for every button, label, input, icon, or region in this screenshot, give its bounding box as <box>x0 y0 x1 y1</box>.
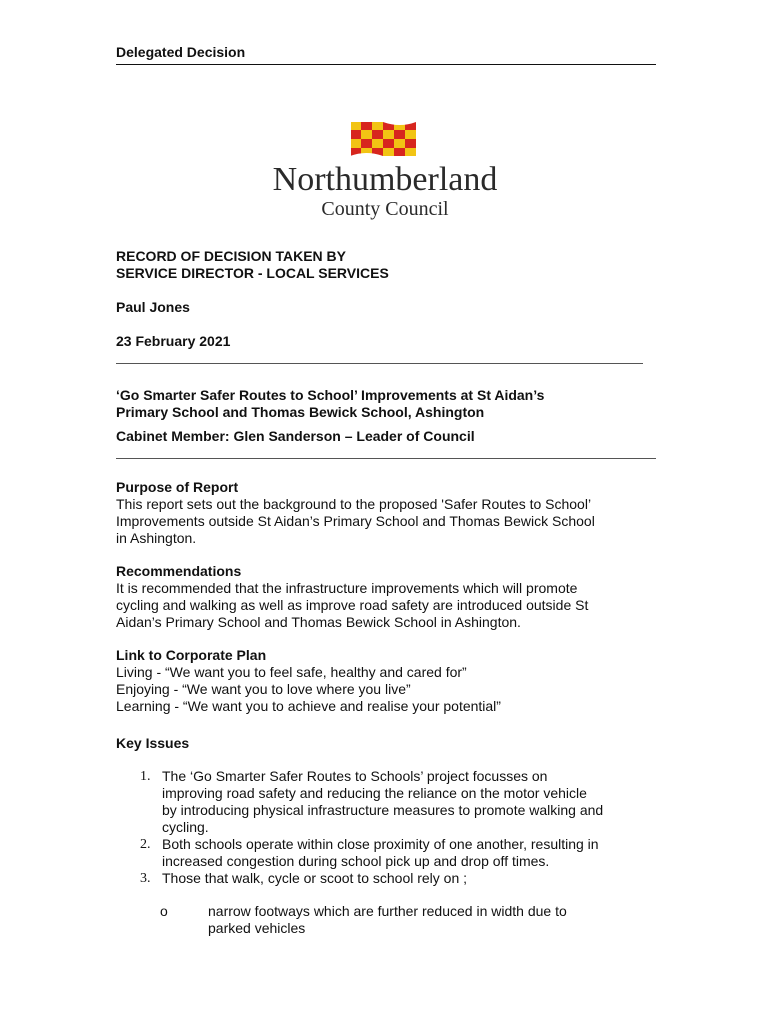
sub-bullet: o <box>160 903 168 919</box>
key-issues-heading: Key Issues <box>116 735 190 751</box>
council-logo <box>240 116 530 226</box>
header-title: Delegated Decision <box>116 44 246 60</box>
corporate-plan-line: Enjoying - “We want you to love where you live” <box>116 681 411 697</box>
recommendations-line: Aidan’s Primary School and Thomas Bewick School in Ashington. <box>116 614 521 630</box>
corporate-plan-line: Living - “We want you to feel safe, healthy and cared for” <box>116 664 467 680</box>
document-header <box>116 44 656 65</box>
divider <box>116 363 643 364</box>
list-line: Both schools operate within close proximity of one another, resulting in <box>162 836 599 852</box>
list-line: The ‘Go Smarter Safer Routes to Schools’ project focusses on <box>162 768 548 784</box>
recommendations-heading: Recommendations <box>116 563 242 579</box>
list-line: by introducing physical infrastructure measures to promote walking and <box>162 802 604 818</box>
subject-title <box>116 387 661 421</box>
decision-maker: Paul Jones <box>116 299 190 315</box>
record-title-line2: SERVICE DIRECTOR - LOCAL SERVICES <box>116 265 389 281</box>
list-item <box>116 836 661 870</box>
recommendations-section <box>116 563 661 631</box>
corporate-plan-section <box>116 647 661 715</box>
record-title <box>116 248 661 282</box>
corporate-plan-line: Learning - “We want you to achieve and realise your potential” <box>116 698 501 714</box>
recommendations-line: It is recommended that the infrastructure improvements which will promote <box>116 580 578 596</box>
cabinet-member: Cabinet Member: Glen Sanderson – Leader of Council <box>116 428 475 444</box>
list-line: Those that walk, cycle or scoot to school rely on ; <box>162 870 468 886</box>
list-line: improving road safety and reducing the reliance on the motor vehicle <box>162 785 587 801</box>
logo-name: Northumberland <box>272 161 498 198</box>
purpose-heading: Purpose of Report <box>116 479 239 495</box>
recommendations-line: cycling and walking as well as improve road safety are introduced outside St <box>116 597 589 613</box>
sub-list-line: parked vehicles <box>208 920 306 936</box>
list-item <box>116 768 661 836</box>
sub-list-item <box>160 903 678 937</box>
purpose-line: Improvements outside St Aidan’s Primary School and Thomas Bewick School <box>116 513 595 529</box>
sub-list-line: narrow footways which are further reduced in width due to <box>208 903 567 919</box>
decision-date: 23 February 2021 <box>116 333 231 349</box>
logo-subname: County Council <box>321 198 449 220</box>
list-number: 1. <box>140 769 151 784</box>
divider <box>116 458 656 459</box>
list-number: 3. <box>140 871 151 886</box>
subject-line1: ‘Go Smarter Safer Routes to School’ Improvements at St Aidan’s <box>116 387 545 403</box>
purpose-line: This report sets out the background to the proposed 'Safer Routes to School’ <box>116 496 592 512</box>
purpose-line: in Ashington. <box>116 530 197 546</box>
subject-line2: Primary School and Thomas Bewick School, Ashington <box>116 404 485 420</box>
purpose-section <box>116 479 661 547</box>
list-number: 2. <box>140 837 151 852</box>
list-item <box>116 870 661 887</box>
key-issues-list <box>116 768 661 887</box>
list-line: cycling. <box>162 819 209 835</box>
corporate-plan-heading: Link to Corporate Plan <box>116 647 267 663</box>
list-line: increased congestion during school pick up and drop off times. <box>162 853 550 869</box>
flag-icon <box>348 116 418 162</box>
record-title-line1: RECORD OF DECISION TAKEN BY <box>116 248 346 264</box>
